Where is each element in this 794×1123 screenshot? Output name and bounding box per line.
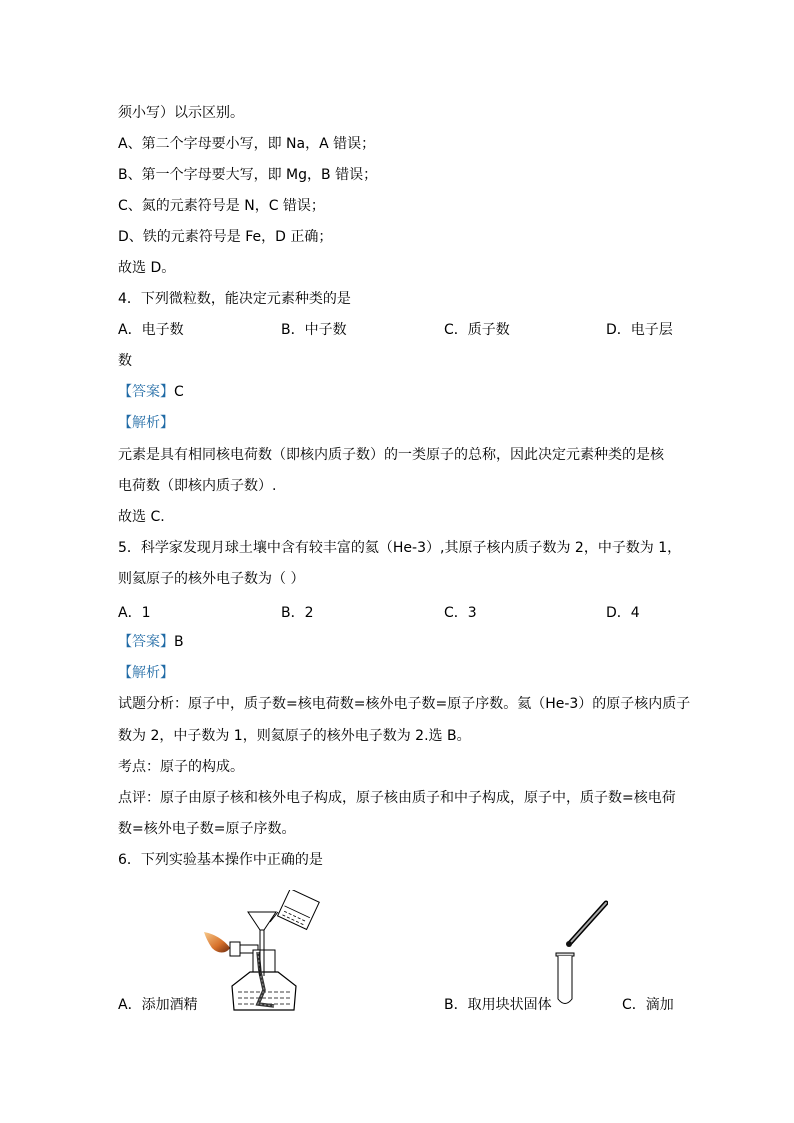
text-line: 故选 D。: [118, 260, 176, 276]
question-5-option-b: B．2: [281, 605, 314, 621]
question-6-option-b: B．取用块状固体: [444, 997, 552, 1013]
text-line: D、铁的元素符号是 Fe，D 正确；: [118, 229, 333, 245]
analysis-line: 考点：原子的构成。: [118, 759, 244, 775]
analysis-line: 电荷数（即核内质子数）.: [118, 478, 277, 494]
question-5-option-c: C．3: [444, 605, 477, 621]
question-6-option-a: A．添加酒精: [118, 997, 198, 1013]
alcohol-lamp-refill-figure: [198, 890, 348, 1015]
answer-value: B: [174, 634, 184, 650]
question-5-stem: 5．科学家发现月球土壤中含有较丰富的氦（He-3）,其原子核内质子数为 2，中子数为 1，: [118, 540, 682, 556]
question-4-option-d-continued: 数: [118, 353, 132, 369]
analysis-line: 故选 C.: [118, 509, 165, 525]
question-5-option-d: D．4: [606, 605, 640, 621]
answer-label: 【答案】: [118, 634, 174, 650]
question-5-stem: 则氦原子的核外电子数为（ ）: [118, 571, 305, 587]
question-5-answer: [118, 633, 184, 651]
text-line: C、氮的元素符号是 N，C 错误；: [118, 198, 325, 214]
question-4-stem: 4．下列微粒数，能决定元素种类的是: [118, 291, 351, 307]
text-line: 须小写）以示区别。: [118, 105, 244, 121]
question-4-answer: [118, 383, 184, 401]
analysis-line: 数=核外电子数=原子序数。: [118, 821, 296, 837]
analysis-line: 元素是具有相同核电荷数（即核内质子数）的一类原子的总称，因此决定元素种类的是核: [118, 447, 664, 463]
question-4-option-a: A．电子数: [118, 322, 184, 338]
question-4-option-d: D．电子层: [606, 322, 673, 338]
analysis-line: 试题分析：原子中，质子数=核电荷数=核外电子数=原子序数。氦（He-3）的原子核内质子: [118, 696, 691, 712]
answer-label: 【答案】: [118, 384, 174, 400]
question-4-option-b: B．中子数: [281, 322, 347, 338]
text-line: A、第二个字母要小写，即 Na，A 错误；: [118, 136, 376, 152]
question-4-option-c: C．质子数: [444, 322, 510, 338]
question-5-option-a: A．1: [118, 605, 151, 621]
test-tube-tweezers-figure: [548, 895, 608, 1010]
analysis-label: 【解析】: [118, 665, 174, 681]
question-6-option-c: C．滴加: [622, 997, 674, 1013]
question-6-stem: 6．下列实验基本操作中正确的是: [118, 852, 323, 868]
text-line: B、第一个字母要大写，即 Mg，B 错误；: [118, 167, 378, 183]
analysis-line: 数为 2，中子数为 1，则氦原子的核外电子数为 2.选 B。: [118, 728, 471, 744]
answer-value: C: [174, 384, 184, 400]
analysis-line: 点评：原子由原子核和核外电子构成，原子核由质子和中子构成，原子中，质子数=核电荷: [118, 790, 676, 806]
analysis-label: 【解析】: [118, 415, 174, 431]
